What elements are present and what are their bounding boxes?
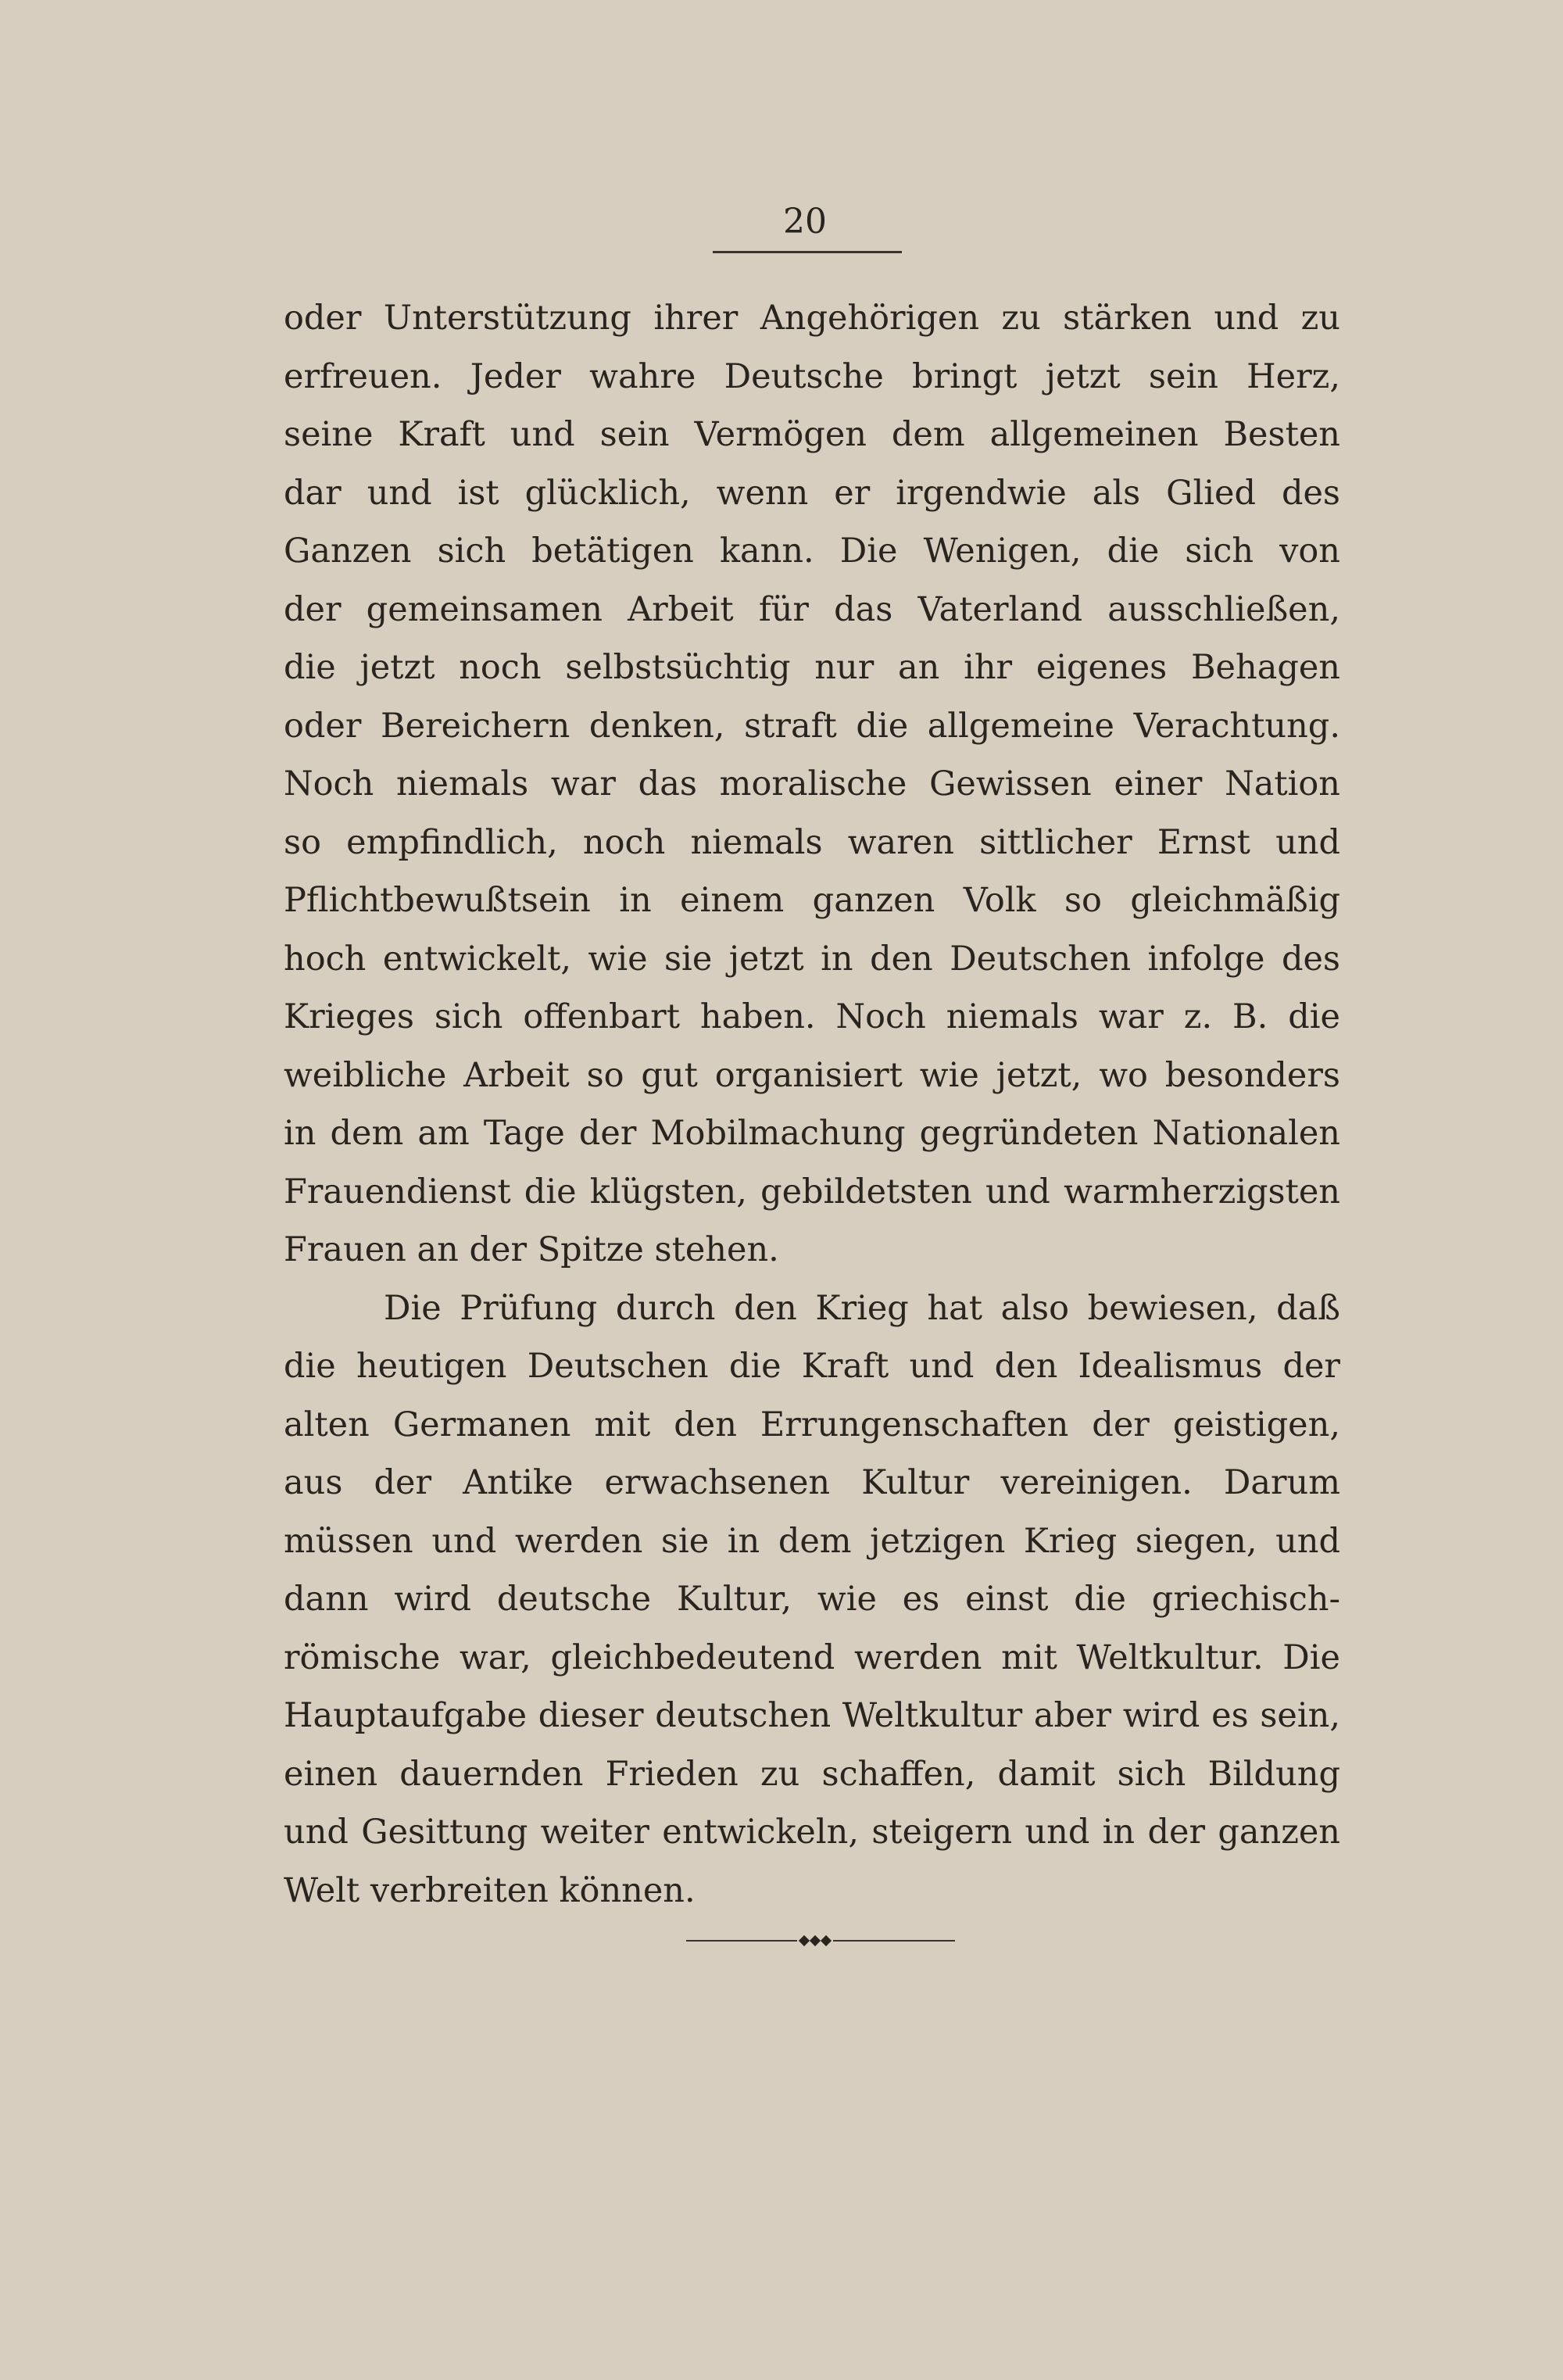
text-line: und Gesittung weiter entwickeln, steigern und in der ganzen xyxy=(284,1813,1340,1852)
text-line: einen dauernden Frieden zu schaffen, damit sich Bildung xyxy=(284,1754,1340,1794)
text-line: Frauen an der Spitze stehen. xyxy=(284,1230,779,1269)
text-line: Frauendienst die klügsten, gebildetsten und warmherzigsten xyxy=(284,1172,1340,1211)
text-line: Ganzen sich betätigen kann. Die Wenigen, die sich von xyxy=(284,531,1340,571)
text-line: oder Unterstützung ihrer Angehörigen zu stärken und zu xyxy=(284,299,1340,338)
text-line: in dem am Tage der Mobilmachung gegründeten Nationalen xyxy=(284,1114,1340,1153)
text-line: dann wird deutsche Kultur, wie es einst die griechisch- xyxy=(284,1580,1340,1619)
text-line: die jetzt noch selbstsüchtig nur an ihr eigenes Behagen xyxy=(284,648,1340,687)
text-line: dar und ist glücklich, wenn er irgendwie als Glied des xyxy=(284,473,1340,513)
body-text xyxy=(284,289,1340,1920)
text-line: Krieges sich offenbart haben. Noch niemals war z. B. die xyxy=(284,997,1340,1036)
text-line: so empfindlich, noch niemals waren sittlicher Ernst und xyxy=(284,822,1340,862)
text-line: Die Prüfung durch den Krieg hat also bewiesen, daß xyxy=(384,1288,1340,1328)
text-line: oder Bereichern denken, straft die allgemeine Verachtung. xyxy=(284,706,1340,746)
text-line: hoch entwickelt, wie sie jetzt in den Deutschen infolge des xyxy=(284,939,1340,979)
text-line: aus der Antike erwachsenen Kultur vereinigen. Darum xyxy=(284,1463,1340,1502)
text-line: erfreuen. Jeder wahre Deutsche bringt jetzt sein Herz, xyxy=(284,356,1340,396)
text-line: Welt verbreiten können. xyxy=(284,1870,696,1910)
page-number: 20 xyxy=(783,202,827,242)
text-line: Pflichtbewußtsein in einem ganzen Volk so gleichmäßig xyxy=(284,881,1340,920)
text-line: Hauptaufgabe dieser deutschen Weltkultur aber wird es sein, xyxy=(284,1696,1340,1735)
header-rule xyxy=(713,251,902,253)
text-line: seine Kraft und sein Vermögen dem allgemeinen Besten xyxy=(284,415,1340,454)
text-line: die heutigen Deutschen die Kraft und den Idealismus der xyxy=(284,1347,1340,1386)
text-line: der gemeinsamen Arbeit für das Vaterland ausschließen, xyxy=(284,589,1340,629)
end-ornament xyxy=(686,1937,955,1945)
text-line: Noch niemals war das moralische Gewissen einer Nation xyxy=(284,764,1340,803)
text-line: alten Germanen mit den Errungenschaften der geistigen, xyxy=(284,1405,1340,1444)
text-line: müssen und werden sie in dem jetzigen Krieg siegen, und xyxy=(284,1521,1340,1561)
text-line: weibliche Arbeit so gut organisiert wie jetzt, wo besonders xyxy=(284,1055,1340,1095)
text-line: römische war, gleichbedeutend werden mit Weltkultur. Die xyxy=(284,1637,1340,1677)
